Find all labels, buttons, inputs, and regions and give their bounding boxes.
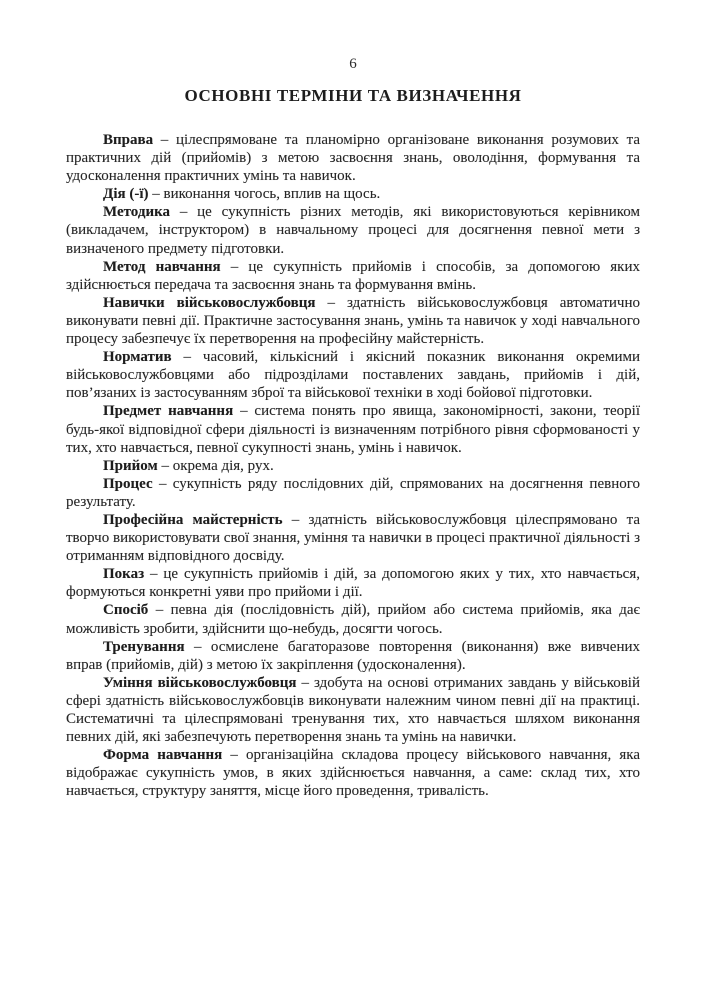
definition-paragraph [66,601,640,637]
definition-paragraph [66,457,640,475]
definition-paragraph [66,402,640,456]
definition-text: – здатність військовослужбовця автоматично виконувати певні дії. Практичне застосування знань, умінь та навичок у ході навчального процесу забезпечує їх перетворення на професійну майстерність. [66,294,640,348]
definition-text: – здатність військовослужбовця цілеспрямовано та творчо використовувати свої знання, уміння та навички в процесі практичної діяльності з отриманням відповідного досвіду. [66,511,641,565]
definition-text: – це сукупність прийомів і способів, за допомогою яких здійснюється передача та засвоєння знань та формування вмінь. [66,258,640,293]
definition-paragraph [66,185,640,203]
definition-term: Предмет навчання [103,403,234,420]
definition-paragraph [66,565,640,601]
definition-text: – це сукупність різних методів, які використовуються керівником (викладачем, інструктором) в навчальному процесі для досягнення певної мети з визначеного предмету підготовки. [66,204,640,257]
definition-paragraph [66,131,640,185]
definition-term: Методика [103,204,171,221]
definition-text: – часовий, кількісний і якісний показник виконання окремими військовослужбовцями або підрозділами поставлених завдань, прийомів і дій, пов’язаних із застосуванням зброї та військової техніки в ході бойової підготовки. [66,349,640,402]
definition-term: Спосіб [103,602,149,619]
definition-term: Уміння військовослужбовця [103,674,297,691]
definition-paragraph [66,475,640,511]
page-title: ОСНОВНІ ТЕРМІНИ ТА ВИЗНАЧЕННЯ [184,86,522,105]
definition-paragraph [66,638,640,674]
definition-term: Професійна майстерність [103,511,283,528]
definition-term: Вправа [103,132,154,148]
definition-term: Прийом [103,457,158,474]
definition-text: – сукупність ряду послідовних дій, спрямованих на досягнення певного результату. [66,475,641,510]
definition-paragraph [66,674,640,746]
definition-text: – цілеспрямоване та планомірно організоване виконання розумових та практичних дій (прийомів) з метою засвоєння знань, оволодіння, формування та удосконалення практичних умінь та навичок. [66,132,640,185]
definition-text: – здобута на основі отриманих завдань у військовій сфері здатність військовослужбовців виконувати належним чином певні дії на практиці. Систематичні та цілеспрямовані тренування тих, хто навчається шляхом виконання певних дій, які забезпечують перетворення знань та умінь на навички. [66,674,640,746]
definition-paragraph [66,511,640,565]
definition-term: Форма навчання [103,747,223,764]
definition-paragraph [66,258,640,294]
definition-term: Дія (-ї) [103,186,149,203]
definition-text: – організаційна складова процесу військового навчання, яка відображає сукупність умов, в яких здійснюється навчання, а саме: склад тих, хто навчається, структуру заняття, місце його проведення, тривалість. [66,747,640,800]
definition-term: Процес [103,475,153,492]
definition-text: – окрема дія, рух. [161,457,274,474]
definition-paragraph [66,294,640,348]
definition-text: – це сукупність прийомів і дій, за допомогою яких у тих, хто навчається, формуються конкретні уяви про прийоми і дії. [66,566,640,601]
definition-term: Показ [103,566,145,583]
definition-text: – осмислене багаторазове повторення (виконання) вже вивчених вправ (прийомів, дій) з метою їх закріплення (удосконалення). [66,638,640,673]
definition-term: Тренування [103,638,185,655]
page-number: 6 [349,56,357,72]
definition-text: – виконання чогось, вплив на щось. [152,186,381,203]
definition-paragraph [66,348,640,402]
definition-term: Навички військовослужбовця [103,294,316,311]
definition-term: Норматив [103,349,172,366]
definition-text: – певна дія (послідовність дій), прийом або система прийомів, яка дає можливість зробити, здійснити що-небудь, досягти чогось. [66,602,640,637]
definition-term: Метод навчання [103,258,221,275]
definition-paragraph [66,203,640,257]
definition-text: – система понять про явища, закономірності, закони, теорії будь-якої відповідної сфери діяльності із визначенням потрібного рівня сформованості у тих, хто навчається, певної сукупності знань, умінь і навичок. [66,403,641,456]
definition-paragraph [66,746,640,800]
